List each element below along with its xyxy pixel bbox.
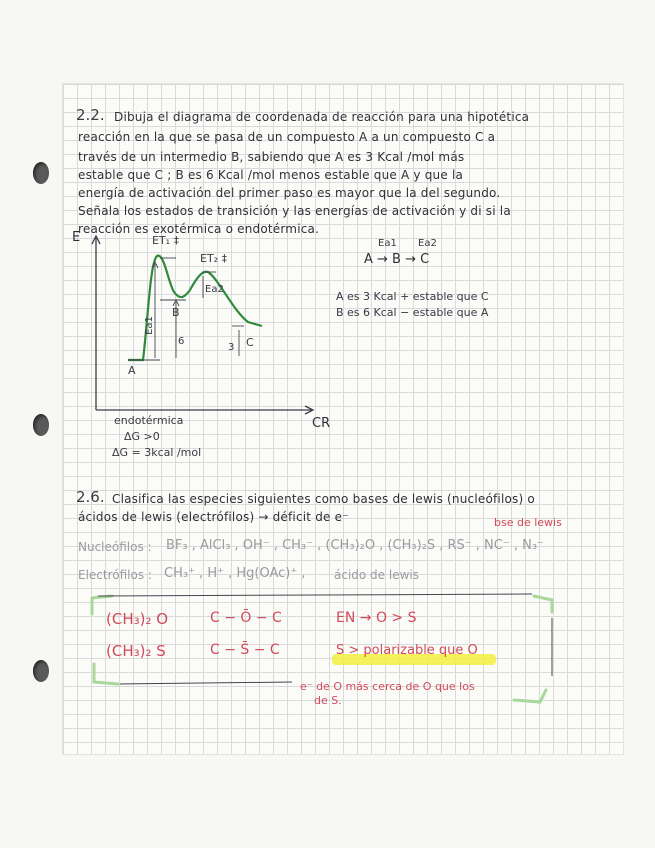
problem-text-line: energía de activación del primer paso es mayor que la del segundo. xyxy=(78,186,501,200)
electrofilos-label: Electrófilos : xyxy=(78,568,152,582)
scheme-ea2: Ea2 xyxy=(418,238,437,249)
rule-line xyxy=(98,594,532,596)
compare-row2-left: (CH₃)₂ S xyxy=(106,642,166,660)
problem-number: 2.6. xyxy=(76,488,105,506)
problem-text-line: través de un intermedio B, sabiendo que A es 3 Kcal /mol más xyxy=(78,150,465,164)
x-axis-label: CR xyxy=(312,416,331,431)
problem-text-line: reacción es exotérmica o endotérmica. xyxy=(78,222,320,236)
scheme-ea1: Ea1 xyxy=(378,238,397,249)
compare-row2-mid: C − S̄ − C xyxy=(210,642,280,658)
rule-line xyxy=(120,682,292,684)
scheme-line: B es 6 Kcal − estable que A xyxy=(336,306,489,319)
scheme-line: A es 3 Kcal + estable que C xyxy=(336,290,489,303)
problem-text-line: Dibuja el diagrama de coordenada de reacción para una hipotética xyxy=(114,110,530,124)
bracket-bottom-left xyxy=(94,664,118,684)
diagram-note: ΔG = 3kcal /mol xyxy=(112,446,202,459)
bracket-bottom-right xyxy=(514,690,546,702)
label-a: A xyxy=(128,364,136,377)
ts1-label: ET₁ ‡ xyxy=(152,234,180,247)
problem-text-line: Señala los estados de transición y las energías de activación y di si la xyxy=(78,204,511,218)
label-c: C xyxy=(246,336,254,349)
gap-c-label: 3 xyxy=(228,342,235,353)
diagram-note: ΔG >0 xyxy=(124,430,160,443)
compare-row2-right: S > polarizable que O xyxy=(336,643,478,658)
compare-row1-right: EN → O > S xyxy=(336,610,417,626)
ea2-label: Ea2 xyxy=(205,284,224,295)
ts2-label: ET₂ ‡ xyxy=(200,252,228,265)
compare-footnote: de S. xyxy=(314,694,342,707)
diagram-note: endotérmica xyxy=(114,414,184,427)
y-axis-label: E xyxy=(72,230,81,245)
electrofilos-list: CH₃⁺ , H⁺ , Hg(OAc)⁺ , xyxy=(164,566,306,581)
nucleofilos-label: Nucleófilos : xyxy=(78,540,152,554)
compare-row1-left: (CH₃)₂ O xyxy=(106,610,169,628)
problem-number: 2.2. xyxy=(76,106,105,124)
problem-text-line: reacción en la que se pasa de un compuesto A a un compuesto C a xyxy=(78,130,496,144)
ea1-label: Ea1 xyxy=(143,316,155,335)
electrofilos-note: ácido de lewis xyxy=(334,568,419,582)
problem-text-line: estable que C ; B es 6 Kcal /mol menos estable que A y que la xyxy=(78,168,464,182)
side-note: bse de lewis xyxy=(494,516,562,529)
nucleofilos-list: BF₃ , AlCl₃ , OH⁻ , CH₃⁻ , (CH₃)₂O , (CH₃)₂S , RS⁻ , NC⁻ , N₃⁻ xyxy=(166,538,544,553)
scheme-reaction: A → B → C xyxy=(364,252,430,267)
bracket-top-right xyxy=(534,596,552,612)
gap-b-label: 6 xyxy=(178,336,185,347)
problem-text-line: ácidos de lewis (electrófilos) → déficit de e⁻ xyxy=(78,510,349,524)
label-b: B xyxy=(172,306,180,319)
problem-text-line: Clasifica las especies siguientes como bases de lewis (nucleófilos) o xyxy=(112,492,535,506)
compare-row1-mid: C − Ō − C xyxy=(210,610,282,626)
compare-footnote: e⁻ de O más cerca de O que los xyxy=(300,680,475,693)
